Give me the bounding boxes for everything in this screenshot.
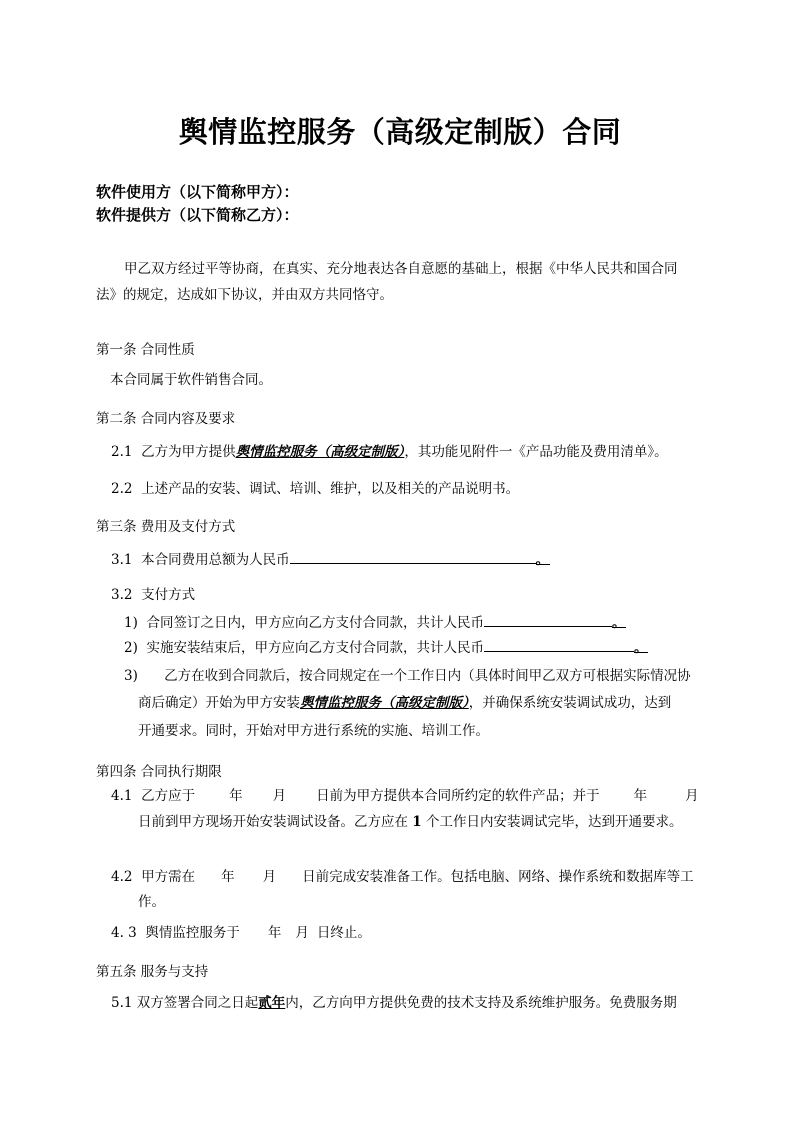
amount-blank bbox=[290, 548, 536, 564]
clause-number: 3.2 bbox=[111, 587, 133, 603]
article-1-heading: 第一条 合同性质 bbox=[96, 342, 195, 358]
clause-3-2 bbox=[111, 584, 195, 607]
month-label: 月 bbox=[685, 788, 699, 804]
item-number: 3) bbox=[124, 668, 138, 684]
clause-number: 2.1 bbox=[111, 444, 133, 460]
service-duration: 贰年 bbox=[258, 995, 286, 1011]
item-text: 合同签订之日内，甲方应向乙方支付合同款，共计人民币 bbox=[146, 615, 484, 631]
clause-text: 乙方为甲方提供 bbox=[141, 444, 236, 460]
clause-number: 2.2 bbox=[111, 481, 133, 497]
payment-item-3-line-1 bbox=[124, 665, 691, 688]
party-a-line: 软件使用方（以下简称甲方）： bbox=[96, 183, 299, 201]
clause-number: 4. 3 bbox=[111, 925, 137, 941]
day-count: 1 bbox=[412, 814, 422, 830]
article-5-heading: 第五条 服务与支持 bbox=[96, 964, 209, 980]
period-mark: 。 bbox=[634, 637, 648, 653]
preamble-line-1: 甲乙双方经过平等协商，在真实、充分地表达各自意愿的基础上，根据《中华人民共和国合同 bbox=[124, 261, 678, 277]
clause-4-1-line-2 bbox=[138, 811, 683, 834]
clause-4-3 bbox=[111, 922, 371, 945]
clause-text: 日终止。 bbox=[316, 925, 371, 941]
clause-number: 4.2 bbox=[111, 869, 133, 885]
item-text: ，并确保系统安装调试成功，达到 bbox=[468, 695, 672, 711]
payment-item-2 bbox=[124, 636, 648, 660]
clause-number: 4.1 bbox=[111, 788, 133, 804]
year-label: 年 bbox=[633, 788, 648, 804]
clause-text: 上述产品的安装、调试、培训、维护，以及相关的产品说明书。 bbox=[141, 481, 520, 497]
clause-text: 个工作日内安装调试完毕，达到开通要求。 bbox=[426, 814, 683, 830]
clause-text: 本合同费用总额为人民币 bbox=[141, 552, 290, 568]
item-text: 实施安装结束后，甲方应向乙方支付合同款，共计人民币 bbox=[146, 640, 484, 656]
item-number: 1) bbox=[124, 615, 138, 631]
article-4-heading: 第四条 合同执行期限 bbox=[96, 764, 222, 780]
article-3-heading: 第三条 费用及支付方式 bbox=[96, 519, 236, 535]
payment-item-3-line-2 bbox=[138, 692, 671, 715]
clause-5-1 bbox=[111, 992, 677, 1015]
clause-2-1 bbox=[111, 441, 668, 464]
clause-2-2 bbox=[111, 478, 519, 501]
clause-3-1 bbox=[111, 548, 550, 572]
month-label: 月 bbox=[295, 925, 309, 941]
clause-number: 5.1 bbox=[111, 995, 133, 1011]
payment-item-1 bbox=[124, 611, 626, 635]
item-number: 2) bbox=[124, 640, 138, 656]
clause-text: 日前完成安装准备工作。包括电脑、网络、操作系统和数据库等工 bbox=[302, 869, 694, 885]
preamble-line-2: 法》的规定，达成如下协议，并由双方共同恪守。 bbox=[96, 287, 393, 303]
clause-text: 甲方需在 bbox=[141, 869, 196, 885]
clause-text: 日前到甲方现场开始安装调试设备。乙方应在 bbox=[138, 814, 408, 830]
item-text: 商后确定）开始为甲方安装 bbox=[138, 695, 300, 711]
month-label: 月 bbox=[272, 788, 287, 804]
clause-text: 内，乙方向甲方提供免费的技术支持及系统维护服务。免费服务期 bbox=[285, 995, 677, 1011]
month-label: 月 bbox=[262, 869, 277, 885]
article-1-body: 本合同属于软件销售合同。 bbox=[110, 372, 272, 388]
year-label: 年 bbox=[221, 869, 235, 885]
clause-4-2-line-2: 作。 bbox=[138, 894, 165, 910]
product-name: 舆情监控服务（高级定制版） bbox=[300, 695, 469, 711]
year-label: 年 bbox=[229, 788, 243, 804]
year-label: 年 bbox=[267, 925, 282, 941]
clause-text: 双方签署合同之日起 bbox=[136, 995, 259, 1011]
product-name: 舆情监控服务（高级定制版） bbox=[235, 444, 405, 460]
clause-text: ，其功能见附件一《产品功能及费用清单》。 bbox=[404, 444, 668, 460]
clause-text: 支付方式 bbox=[141, 587, 196, 603]
amount-blank bbox=[484, 636, 634, 652]
period-mark: 。 bbox=[612, 612, 626, 628]
payment-item-3-line-3: 开通要求。同时，开始对甲方进行系统的实施、培训工作。 bbox=[138, 723, 489, 739]
clause-text: 日前为甲方提供本合同所约定的软件产品；并于 bbox=[316, 788, 600, 804]
article-2-heading: 第二条 合同内容及要求 bbox=[96, 411, 236, 427]
party-b-line: 软件提供方（以下简称乙方）： bbox=[96, 206, 299, 224]
clause-number: 3.1 bbox=[111, 552, 133, 568]
clause-4-2-line-1 bbox=[111, 866, 694, 889]
clause-text: 舆情监控服务于 bbox=[145, 925, 240, 941]
amount-blank bbox=[484, 611, 612, 627]
contract-title: 舆情监控服务（高级定制版）合同 bbox=[178, 115, 622, 149]
clause-text: 乙方应于 bbox=[141, 788, 196, 804]
clause-4-1-line-1 bbox=[111, 785, 699, 808]
item-text: 乙方在收到合同款后，按合同规定在一个工作日内（具体时间甲乙双方可根据实际情况协 bbox=[164, 668, 691, 684]
period-mark: 。 bbox=[536, 549, 550, 565]
